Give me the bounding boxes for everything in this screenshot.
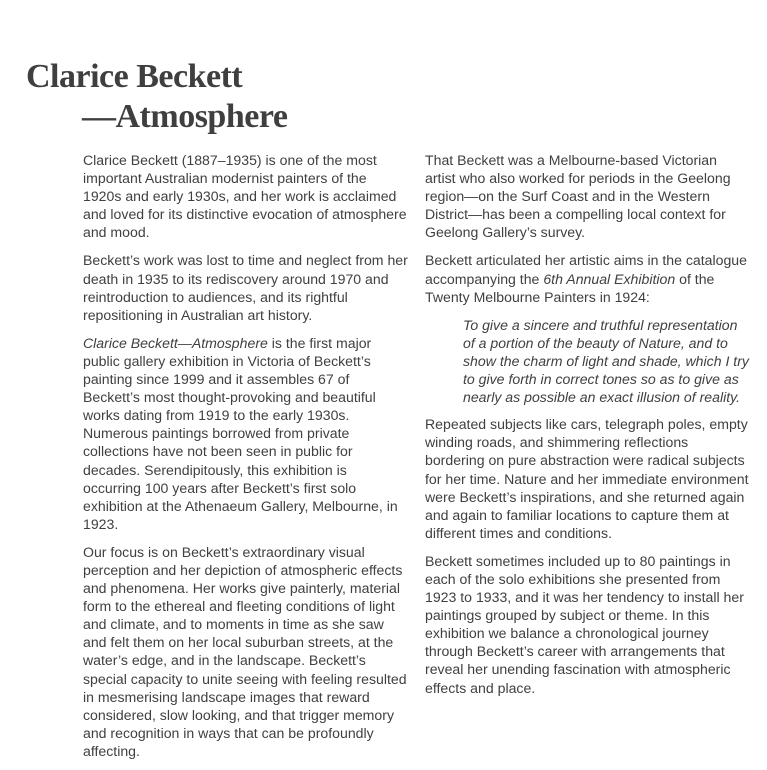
left-column [83,151,408,770]
title-line-1: Clarice Beckett [26,57,243,95]
page-title [26,57,287,137]
exhibition-title: Clarice Beckett—Atmosphere [83,334,268,351]
exhibition-text: is the first major public gallery exhibition in Victoria of Beckett’s painting since 1999 and it assembles 67 of Beckett’s most thought-provoking and beautiful works dating from 1919 to the early 1930s. Numerous paintings borrowed from private collections have not been seen in public for decades. Serendipitously, this exhibition is occurring 100 years after Beckett’s first solo exhibition at the Athenaeum Gallery, Melbourne, in 1923. [83,334,398,532]
aims-paragraph [425,251,750,305]
aims-text-start: Beckett articulated her artistic aims in the catalogue accompanying the [425,252,747,287]
focus-paragraph: Our focus is on Beckett’s extraordinary visual perception and her depiction of atmospheric effects and phenomena. Her works give painterly, material form to the ethereal and fleeting conditions of light and climate, and to moments in time as she saw and felt them on her local suburban streets, at the water’s edge, and in the landscape. Beckett’s special capacity to unite seeing with feeling resulted in mesmerising landscape images that reward considered, slow looking, and that trigger memory and recognition in ways that can be profoundly affecting. [83,543,407,759]
installation-paragraph: Beckett sometimes included up to 80 paintings in each of the solo exhibitions she presented from 1923 to 1933, and it was her tendency to install her paintings grouped by subject or theme. In this exhibition we balance a chronological journey through Beckett’s career with arrangements that reveal her unending fascination with atmospheric effects and place. [425,552,744,696]
context-paragraph: That Beckett was a Melbourne-based Victorian artist who also worked for periods in the Geelong region—on the Surf Coast and in the Western District—has been a compelling local context for Geelong Gallery’s survey. [425,152,731,241]
exhibition-paragraph [83,334,408,533]
title-line-2: —Atmosphere [82,97,288,135]
history-paragraph: Beckett’s work was lost to time and neglect from her death in 1935 to its rediscovery around 1970 and reintroduction to audiences, and its rightful repositioning in Australian art history. [83,252,408,323]
right-column [425,151,750,707]
intro-paragraph: Clarice Beckett (1887–1935) is one of the most important Australian modernist painters of the 1920s and early 1930s, and her work is acclaimed and loved for its distinctive evocation of atmosphere and mood. [83,152,407,241]
beckett-quote: To give a sincere and truthful representation of a portion of the beauty of Nature, and to show the charm of light and shade, which I try to give forth in correct tones so as to give as nearly as possible an exact illusion of reality. [463,316,749,406]
aims-text-end: of the Twenty Melbourne Painters in 1924: [425,270,715,305]
subjects-paragraph: Repeated subjects like cars, telegraph poles, empty winding roads, and shimmering reflections bordering on pure abstraction were radical subjects for her time. Nature and her immediate environment were Beckett’s inspirations, and she returned again and again to familiar locations to capture them at different times and conditions. [425,416,749,541]
catalogue-title: 6th Annual Exhibition [543,270,676,287]
